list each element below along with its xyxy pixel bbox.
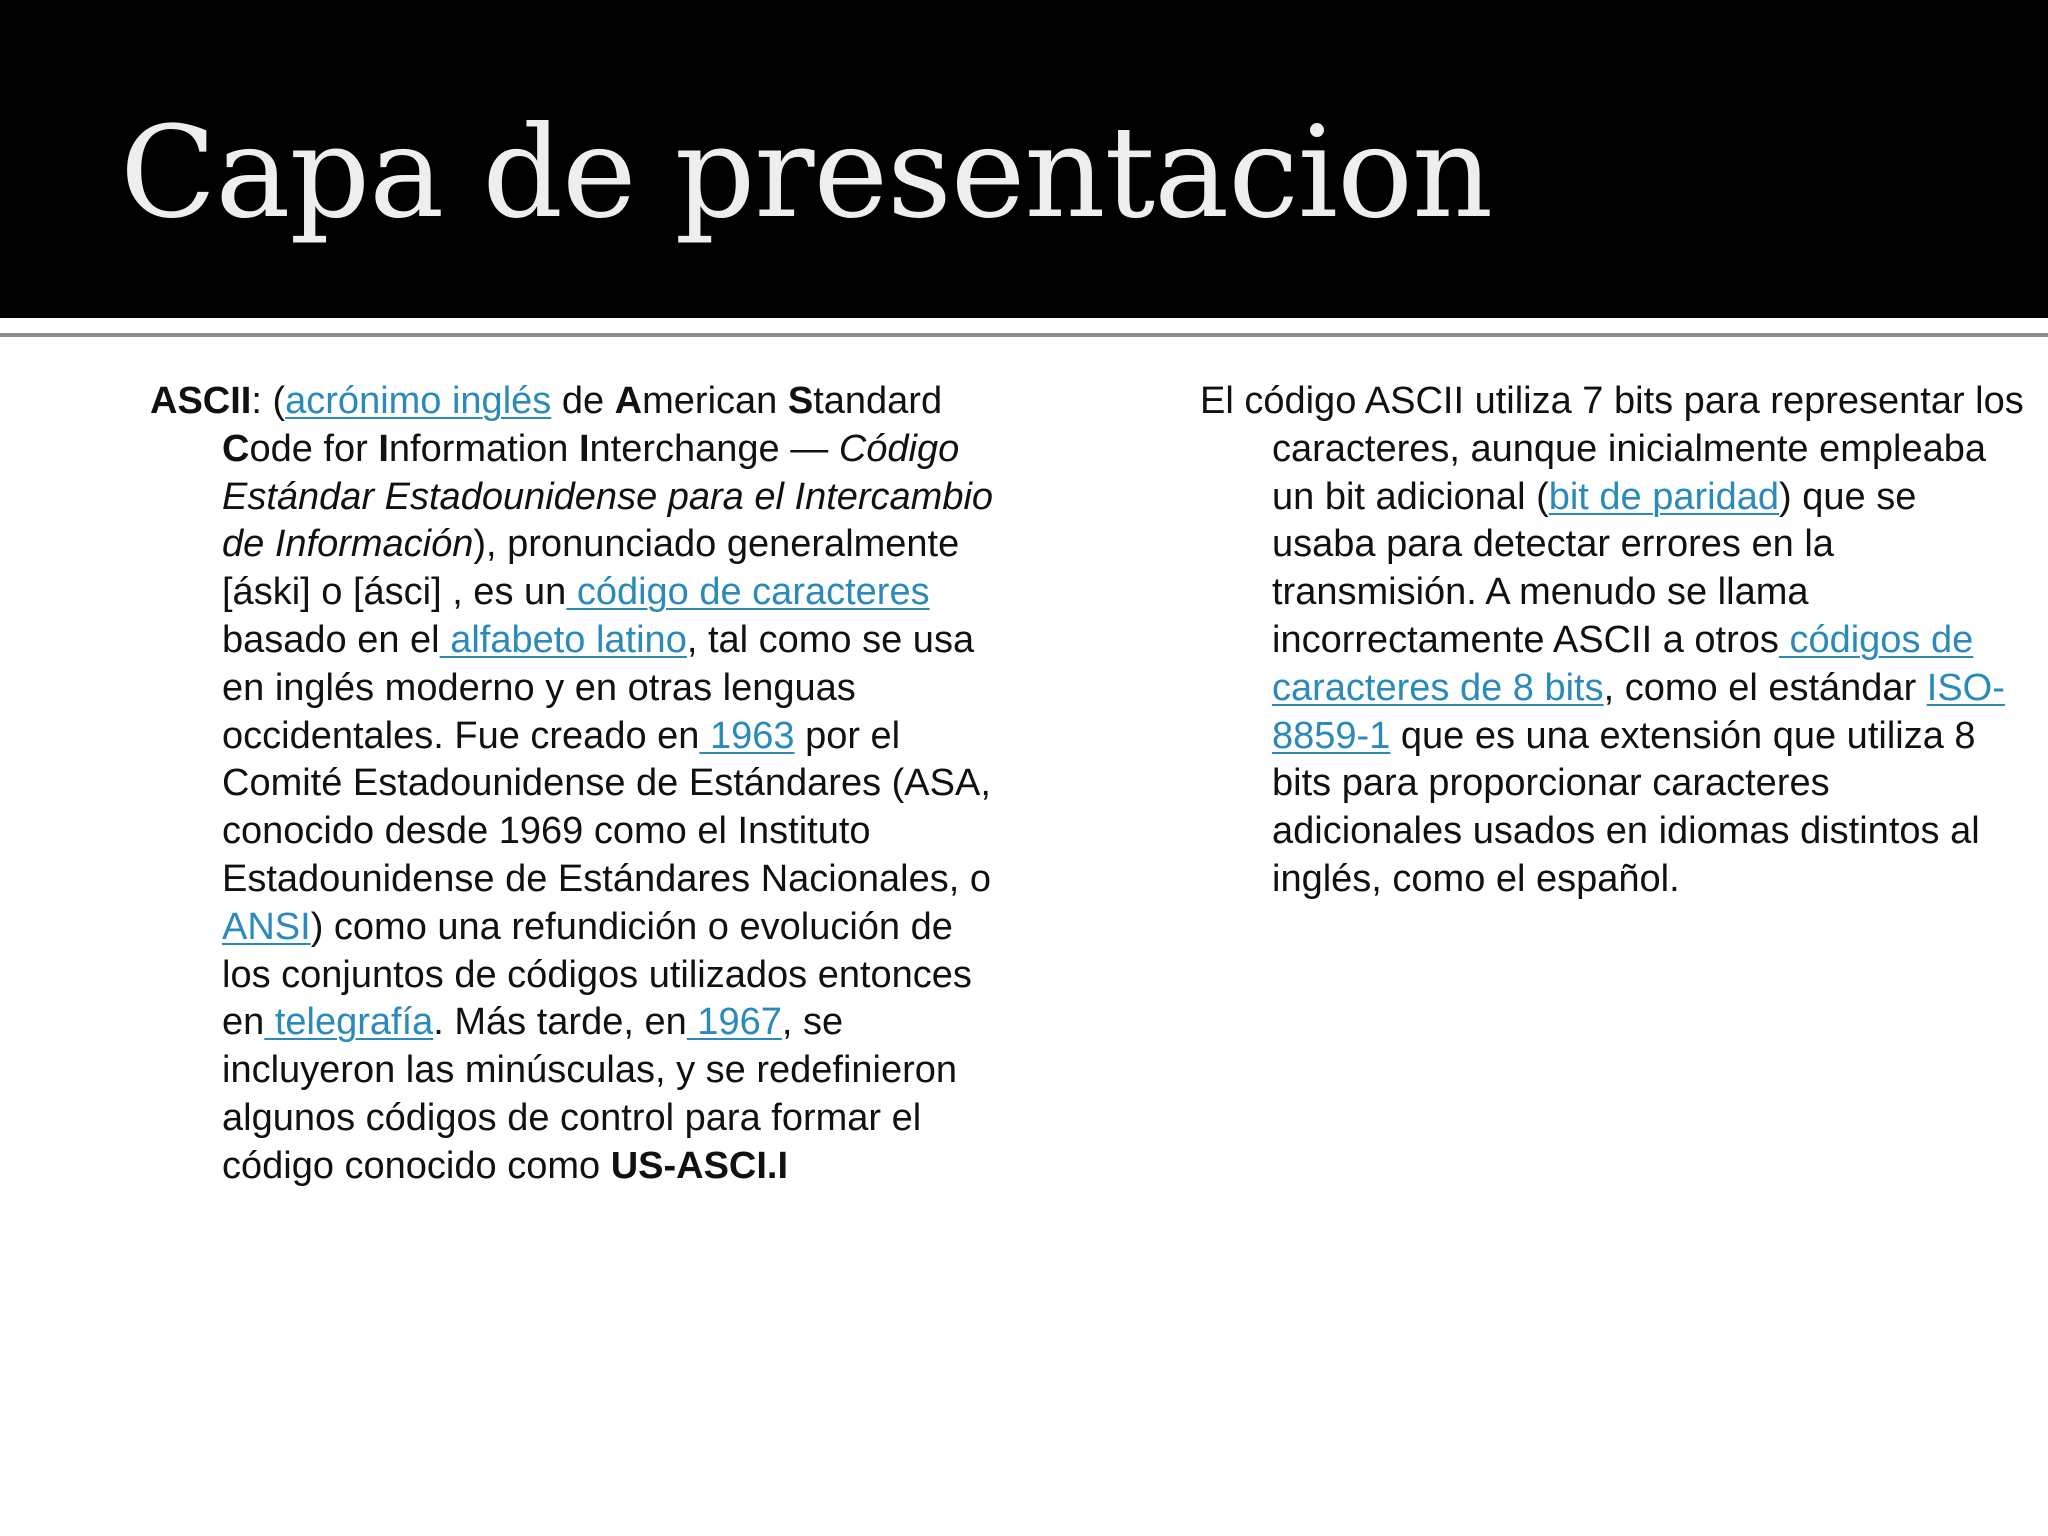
spanish-translation: Código Estándar Estadounidense para el Intercambio de Información [222, 427, 994, 566]
ascii-definition-paragraph [150, 378, 995, 1191]
text-run: nterchange — [589, 427, 839, 470]
text-run: tandard [813, 380, 943, 422]
text-run: : ( [251, 380, 286, 422]
text-run: , como el estándar [1603, 666, 1927, 709]
link-codigos-8-bits[interactable]: códigos de caracteres de 8 bits [1272, 618, 1974, 709]
text-run: El código ASCII utiliza 7 bits para representar los caracteres, aunque inicialmente empleaba un bit adicional ( [1200, 380, 2024, 518]
link-1963[interactable]: 1963 [699, 714, 795, 757]
ascii-bits-paragraph [1200, 378, 2030, 904]
link-1967[interactable]: 1967 [686, 1001, 782, 1044]
text-run: ode for [249, 427, 379, 470]
text-run: ) como una refundición o evolución de los conjuntos de códigos utilizados entonces en [222, 905, 972, 1044]
text-run: , se incluyeron las minúsculas, y se redefinieron algunos códigos de control para formar el código conocido como [222, 1001, 958, 1187]
text-run: de [551, 380, 615, 422]
left-text-column [150, 378, 995, 1191]
text-run: por el Comité Estadounidense de Estándares (ASA, conocido desde 1969 como el Instituto Estadounidense de Estándares Nacionales, o [222, 714, 991, 900]
term-us-ascii: US-ASCI.I [610, 1144, 789, 1187]
text-run: . Más tarde, en [433, 1001, 687, 1044]
text-run: ), pronunciado generalmente [áski] o [ásci] , es un [222, 523, 960, 614]
link-telegrafia[interactable]: telegrafía [264, 1001, 434, 1044]
right-text-column [1200, 378, 2030, 904]
title-bar [0, 0, 2048, 318]
initial-i: I [378, 427, 389, 470]
link-acronimo-ingles[interactable]: acrónimo inglés [285, 380, 552, 422]
link-bit-de-paridad[interactable]: bit de paridad [1548, 475, 1780, 518]
slide-title: Capa de presentacion [120, 99, 1493, 246]
link-ansi[interactable]: ANSI [222, 905, 311, 948]
term-ascii: ASCII [150, 380, 252, 422]
initial-i-2: I [578, 427, 590, 470]
text-run: ) que se usaba para detectar errores en la transmisión. A menudo se llama incorrectamente ASCII a otros [1272, 475, 1917, 661]
initial-c: C [222, 427, 250, 470]
divider-line [0, 333, 2048, 337]
text-run: merican [642, 380, 788, 422]
initial-a: A [614, 380, 643, 422]
initial-s: S [787, 380, 814, 422]
link-iso-8859-1[interactable]: ISO-8859-1 [1272, 666, 2005, 757]
text-run: nformation [388, 427, 579, 470]
link-alfabeto-latino[interactable]: alfabeto latino [439, 618, 687, 661]
text-run: que es una extensión que utiliza 8 bits para proporcionar caracteres adicionales usados en idiomas distintos al inglés, como el español. [1272, 714, 1980, 900]
text-run: , tal como se usa en inglés moderno y en otras lenguas occidentales. Fue creado en [222, 618, 975, 757]
link-codigo-de-caracteres[interactable]: código de caracteres [566, 571, 930, 614]
text-run: basado en el [222, 618, 440, 661]
